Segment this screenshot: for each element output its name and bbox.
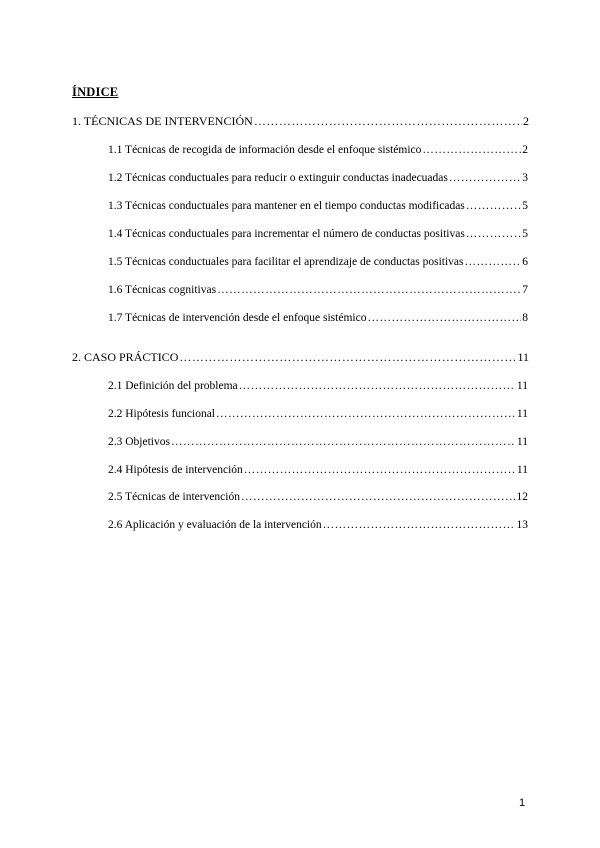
page-number: 1 xyxy=(519,797,526,809)
toc-label: 1.4 Técnicas conductuales para incrementar el número de conductas positivas xyxy=(108,228,465,240)
toc-page-number: 11 xyxy=(516,380,528,392)
toc-leader-dots xyxy=(217,283,521,297)
toc-leader-dots xyxy=(466,199,521,213)
toc-page-number: 8 xyxy=(522,312,528,324)
toc-item-1-7[interactable] xyxy=(108,311,528,325)
toc-page-number: 11 xyxy=(516,408,528,420)
toc-item-2-1[interactable] xyxy=(108,379,528,393)
toc-leader-dots xyxy=(422,143,521,157)
toc-item-1-3[interactable] xyxy=(108,199,528,213)
toc-leader-dots xyxy=(465,255,522,269)
toc-item-1-1[interactable] xyxy=(108,143,528,157)
toc-page-number: 13 xyxy=(516,519,528,531)
toc-label: 1.6 Técnicas cognitivas xyxy=(108,284,217,296)
toc-item-2-3[interactable] xyxy=(108,435,528,449)
toc-leader-dots xyxy=(323,518,516,532)
toc-page-number: 11 xyxy=(517,350,529,364)
toc-leader-dots xyxy=(241,490,516,504)
toc-leader-dots xyxy=(466,227,521,241)
toc-label: 2.1 Definición del problema xyxy=(108,380,238,392)
toc-label: 1.3 Técnicas conductuales para mantener en el tiempo conductas modificadas xyxy=(108,200,465,212)
toc-leader-dots xyxy=(449,171,521,185)
toc-item-1-4[interactable] xyxy=(108,227,528,241)
toc-label: 2.2 Hipótesis funcional xyxy=(108,408,215,420)
toc-leader-dots xyxy=(254,114,522,128)
toc-item-2-6[interactable] xyxy=(108,518,528,532)
page-title: ÍNDICE xyxy=(72,85,119,99)
toc-label: 2. CASO PRÁCTICO xyxy=(72,350,179,364)
toc-page-number: 6 xyxy=(522,256,528,268)
toc-label: 2.4 Hipótesis de intervención xyxy=(108,464,243,476)
toc-leader-dots xyxy=(239,379,516,393)
toc-label: 1. TÉCNICAS DE INTERVENCIÓN xyxy=(72,114,253,128)
toc-page-number: 2 xyxy=(523,114,529,128)
toc-page-number: 12 xyxy=(516,491,528,503)
toc-label: 2.3 Objetivos xyxy=(108,436,170,448)
toc-page-number: 3 xyxy=(522,172,528,184)
toc-page-number: 2 xyxy=(522,144,528,156)
toc-label: 1.1 Técnicas de recogida de información desde el enfoque sistémico xyxy=(108,144,422,156)
toc-page-number: 7 xyxy=(522,284,528,296)
toc-item-1-6[interactable] xyxy=(108,283,528,297)
toc-section-1[interactable] xyxy=(72,114,529,128)
toc-section-2[interactable] xyxy=(72,350,529,364)
toc-item-1-5[interactable] xyxy=(108,255,528,269)
toc-leader-dots xyxy=(244,463,516,477)
toc-label: 1.2 Técnicas conductuales para reducir o extinguir conductas inadecuadas xyxy=(108,172,448,184)
toc-label: 2.5 Técnicas de intervención xyxy=(108,491,240,503)
toc-item-2-2[interactable] xyxy=(108,407,528,421)
toc-page-number: 11 xyxy=(516,464,528,476)
toc-leader-dots xyxy=(171,435,516,449)
toc-label: 1.5 Técnicas conductuales para facilitar el aprendizaje de conductas positivas xyxy=(108,256,464,268)
toc-item-2-5[interactable] xyxy=(108,490,528,504)
toc-item-1-2[interactable] xyxy=(108,171,528,185)
toc-label: 1.7 Técnicas de intervención desde el enfoque sistémico xyxy=(108,312,367,324)
toc-page-number: 5 xyxy=(522,200,528,212)
toc-page-number: 5 xyxy=(522,228,528,240)
toc-leader-dots xyxy=(367,311,521,325)
toc-leader-dots xyxy=(179,350,516,364)
toc-leader-dots xyxy=(216,407,516,421)
toc-label: 2.6 Aplicación y evaluación de la intervención xyxy=(108,519,322,531)
toc-page-number: 11 xyxy=(516,436,528,448)
toc-item-2-4[interactable] xyxy=(108,463,528,477)
